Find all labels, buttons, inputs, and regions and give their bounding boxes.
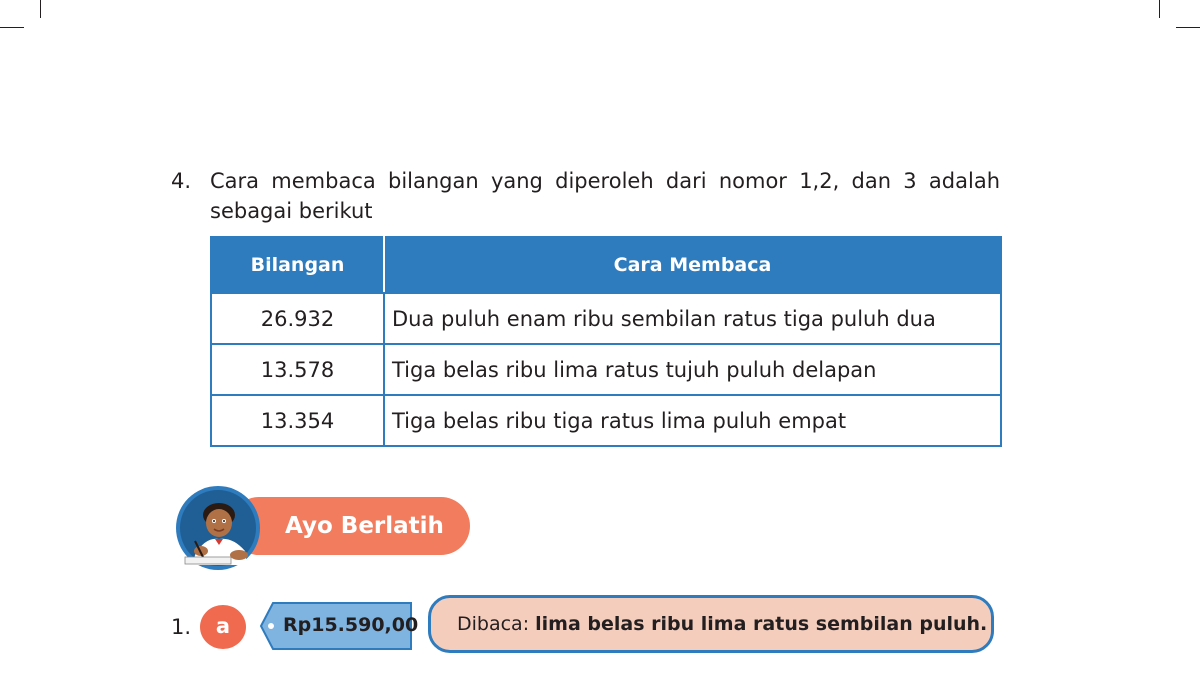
- student-writing-icon: [175, 485, 261, 571]
- reading-value: lima belas ribu lima ratus sembilan puluh.: [535, 613, 988, 635]
- table-header-row: [211, 237, 1001, 293]
- exercise-number: 1.: [171, 615, 192, 639]
- question-number: 4.: [171, 169, 192, 193]
- cell-reading: Dua puluh enam ribu sembilan ratus tiga puluh dua: [384, 293, 1001, 344]
- crop-mark: [1176, 27, 1200, 28]
- cell-reading: Tiga belas ribu tiga ratus lima puluh empat: [384, 395, 1001, 446]
- section-banner: [175, 485, 475, 575]
- question-text: Cara membaca bilangan yang diperoleh dari nomor 1,2, dan 3 adalah sebagai berikut: [210, 169, 1000, 223]
- column-header-reading: Cara Membaca: [384, 237, 1001, 293]
- table-row: [211, 395, 1001, 446]
- reading-prefix: Dibaca:: [457, 613, 530, 635]
- table-row: [211, 344, 1001, 395]
- crop-mark: [1159, 0, 1160, 18]
- reading-box: [428, 595, 994, 653]
- section-title: Ayo Berlatih: [285, 513, 444, 539]
- column-header-number: Bilangan: [211, 237, 384, 293]
- crop-mark: [0, 27, 24, 28]
- price-value: Rp15.590,00: [283, 614, 419, 636]
- exercise-badge: a: [200, 605, 246, 649]
- crop-mark: [40, 0, 41, 18]
- table-row: [211, 293, 1001, 344]
- cell-number: 13.578: [211, 344, 384, 395]
- cell-number: 26.932: [211, 293, 384, 344]
- number-reading-table: [210, 236, 1002, 447]
- cell-reading: Tiga belas ribu lima ratus tujuh puluh delapan: [384, 344, 1001, 395]
- price-tag: [259, 601, 419, 651]
- cell-number: 13.354: [211, 395, 384, 446]
- reading-text: [457, 598, 987, 651]
